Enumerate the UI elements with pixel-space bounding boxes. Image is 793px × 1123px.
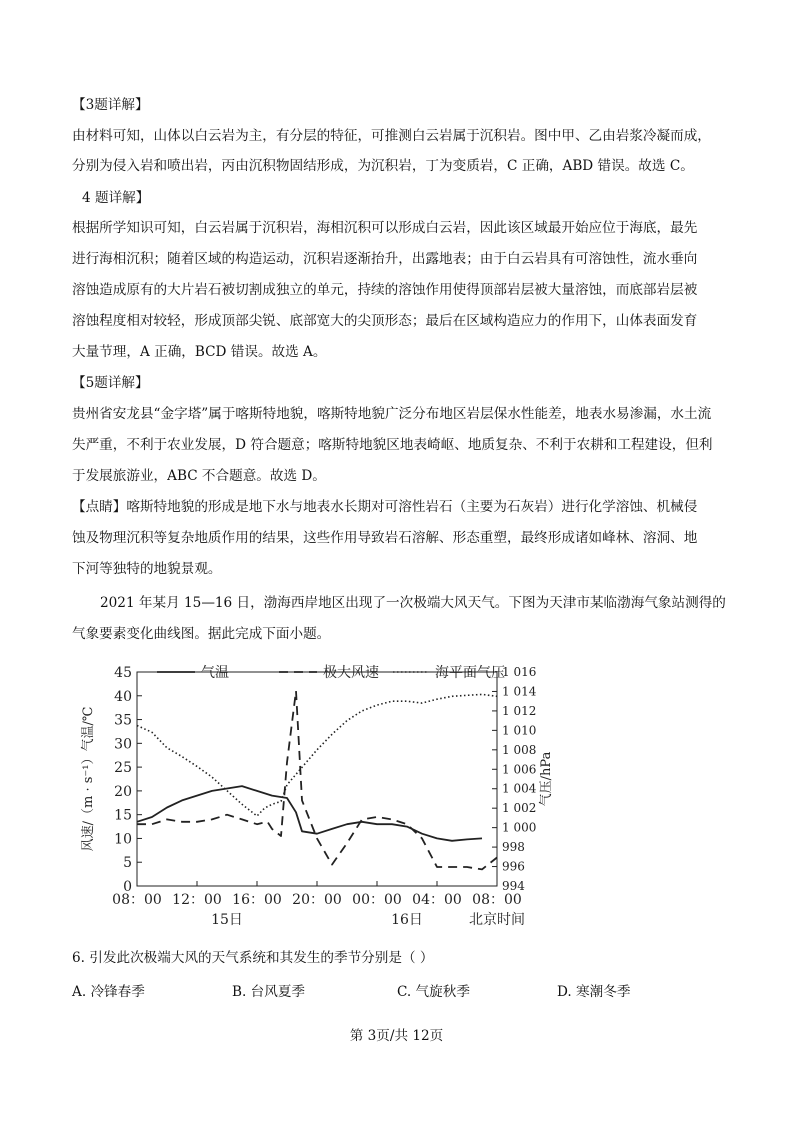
- q5-line-1: 贵州省安龙县“金字塔”属于喀斯特地貌，喀斯特地貌广泛分布地区岩层保水性能差，地表水易渗漏，水土流: [72, 406, 712, 422]
- right-tick-label: 1 008: [502, 742, 537, 757]
- left-tick-label: 30: [114, 736, 132, 753]
- option-c[interactable]: C. 气旋秋季: [397, 984, 470, 1000]
- page-footer: 第 3页/共 12页: [349, 1028, 444, 1044]
- left-tick-label: 10: [114, 831, 132, 848]
- left-tick-label: 40: [114, 688, 132, 705]
- q5-line-3: 于发展旅游业，ABC 不合题意。故选 D。: [72, 468, 326, 484]
- option-d[interactable]: D. 寒潮冬季: [557, 984, 631, 1000]
- tip-line-3: 下河等独特的地貌景观。: [72, 561, 222, 577]
- x-tick-label: 12：00: [172, 892, 222, 908]
- right-tick-label: 1 014: [502, 684, 537, 699]
- x-tick-label: 00：00: [352, 892, 402, 908]
- right-tick-label: 1 004: [502, 781, 537, 796]
- right-tick-label: 998: [502, 840, 525, 855]
- right-axis-label: 气压/hPa: [539, 751, 554, 807]
- right-tick-label: 994: [502, 879, 525, 893]
- x-tick-label: 08：00: [112, 892, 162, 908]
- legend-label-1: 气温: [201, 665, 229, 681]
- q4-line-4: 溶蚀程度相对较轻，形成顶部尖锐、底部宽大的尖顶形态；最后在区域构造应力的作用下，山体表面发育: [72, 313, 698, 329]
- q3-line-2: 分别为侵入岩和喷出岩，丙由沉积物固结形成，为沉积岩，丁为变质岩，C 正确，ABD 错误。故选 C。: [72, 158, 694, 174]
- q5-header: 【5题详解】: [72, 375, 149, 391]
- tip-line-1: 【点睛】喀斯特地貌的形成是地下水与地表水长期对可溶性岩石（主要为石灰岩）进行化学溶蚀、机械侵: [72, 499, 698, 515]
- tip-line-2: 蚀及物理沉积等复杂地质作用的结果，这些作用导致岩石溶解、形态重塑，最终形成诸如峰林、溶洞、地: [72, 530, 698, 546]
- x-tick-label: 04：00: [412, 892, 462, 908]
- left-tick-label: 20: [114, 783, 132, 800]
- legend-label-3: 海平面气压: [435, 665, 505, 681]
- q5-line-2: 失严重，不利于农业发展，D 符合题意；喀斯特地貌区地表崎岖、地质复杂、不利于农耕和工程建设，但利: [72, 437, 713, 453]
- option-b[interactable]: B. 台风夏季: [232, 984, 306, 1000]
- right-tick-label: 1 012: [502, 703, 537, 718]
- weather-chart: [72, 652, 572, 937]
- right-tick-label: 1 000: [502, 820, 537, 835]
- day-label-15: 15日: [211, 912, 243, 928]
- x-tick-label: 08：00: [472, 892, 522, 908]
- day-label-16: 16日: [391, 912, 423, 928]
- q4-header: 4 题详解】: [82, 190, 150, 206]
- series-line-1: [137, 786, 482, 841]
- x-axis-time-label: 北京时间: [469, 912, 525, 928]
- option-a[interactable]: A. 冷锋春季: [72, 984, 145, 1000]
- q4-line-3: 溶蚀造成原有的大片岩石被切割成独立的单元，持续的溶蚀作用使得顶部岩层被大量溶蚀，而底部岩层被: [72, 282, 698, 298]
- q3-header: 【3题详解】: [72, 97, 149, 113]
- x-tick-label: 20：00: [292, 892, 342, 908]
- right-tick-label: 1 010: [502, 723, 537, 738]
- left-tick-label: 0: [123, 879, 132, 895]
- x-tick-label: 16：00: [232, 892, 282, 908]
- legend-label-2: 极大风速: [323, 665, 379, 681]
- left-tick-label: 45: [114, 665, 132, 681]
- left-axis-label: 风速/（m · s⁻¹）气温/℃: [81, 706, 96, 852]
- question-stem: 6. 引发此次极端大风的天气系统和其发生的季节分别是（ ）: [72, 950, 434, 966]
- right-tick-label: 996: [502, 859, 525, 874]
- series-line-2: [137, 691, 497, 869]
- q4-line-1: 根据所学知识可知，白云岩属于沉积岩，海相沉积可以形成白云岩，因此该区域最开始应位于海底，最先: [72, 220, 698, 236]
- weather-chart-svg: [72, 652, 572, 937]
- right-tick-label: 1 002: [502, 801, 537, 816]
- q4-line-2: 进行海相沉积；随着区域的构造运动，沉积岩逐渐抬升，出露地表；由于白云岩具有可溶蚀性，流水垂向: [72, 251, 698, 267]
- left-tick-label: 35: [114, 712, 132, 729]
- left-tick-label: 5: [123, 855, 132, 872]
- intro-line-1: 2021 年某月 15—16 日，渤海西岸地区出现了一次极端大风天气。下图为天津市某临渤海气象站测得的: [100, 595, 726, 611]
- intro-line-2: 气象要素变化曲线图。据此完成下面小题。: [72, 626, 331, 642]
- q3-line-1: 由材料可知，山体以白云岩为主，有分层的特征，可推测白云岩属于沉积岩。图中甲、乙由岩浆冷凝而成，: [72, 128, 711, 144]
- right-tick-label: 1 016: [502, 665, 537, 679]
- left-tick-label: 15: [114, 807, 132, 824]
- plot-frame: [137, 672, 497, 886]
- left-tick-label: 25: [114, 760, 132, 777]
- q4-line-5: 大量节理，A 正确，BCD 错误。故选 A。: [72, 344, 327, 360]
- right-tick-label: 1 006: [502, 762, 537, 777]
